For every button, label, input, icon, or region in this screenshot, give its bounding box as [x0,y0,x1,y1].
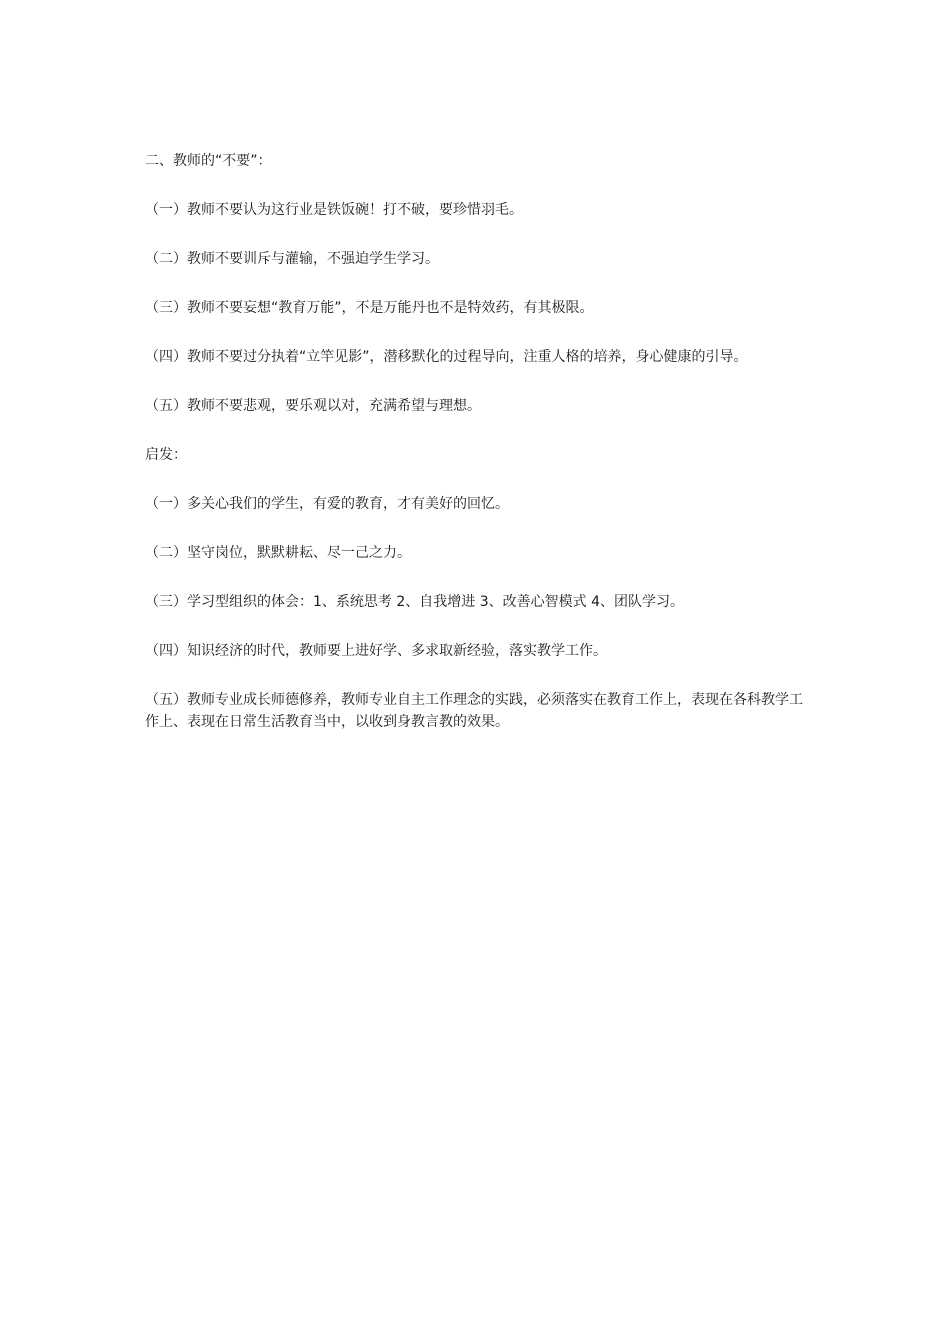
dont-item: （二）教师不要训斥与灌输，不强迫学生学习。 [145,251,439,267]
inspiration-item: （一）多关心我们的学生，有爱的教育，才有美好的回忆。 [145,496,509,512]
document-page [145,150,810,760]
inspiration-item: （四）知识经济的时代，教师要上进好学、多求取新经验，落实教学工作。 [145,643,607,659]
dont-item: （四）教师不要过分执着“立竿见影”，潜移默化的过程导向，注重人格的培养，身心健康的引导。 [145,349,748,365]
dont-item: （三）教师不要妄想“教育万能”，不是万能丹也不是特效药，有其极限。 [145,300,594,316]
dont-item: （五）教师不要悲观，要乐观以对，充满希望与理想。 [145,398,481,414]
inspiration-item: （五）教师专业成长师德修养，教师专业自主工作理念的实践，必须落实在教育工作上，表现在各科教学工作上、表现在日常生活教育当中，以收到身教言教的效果。 [145,692,803,730]
dont-item: （一）教师不要认为这行业是铁饭碗！打不破，要珍惜羽毛。 [145,202,523,218]
inspiration-item: （三）学习型组织的体会：1、系统思考 2、自我增进 3、改善心智模式 4、团队学习。 [145,594,684,610]
inspiration-item: （二）坚守岗位，默默耕耘、尽一己之力。 [145,545,411,561]
section-heading: 二、教师的“不要”： [145,153,272,169]
inspiration-heading: 启发： [145,447,187,463]
